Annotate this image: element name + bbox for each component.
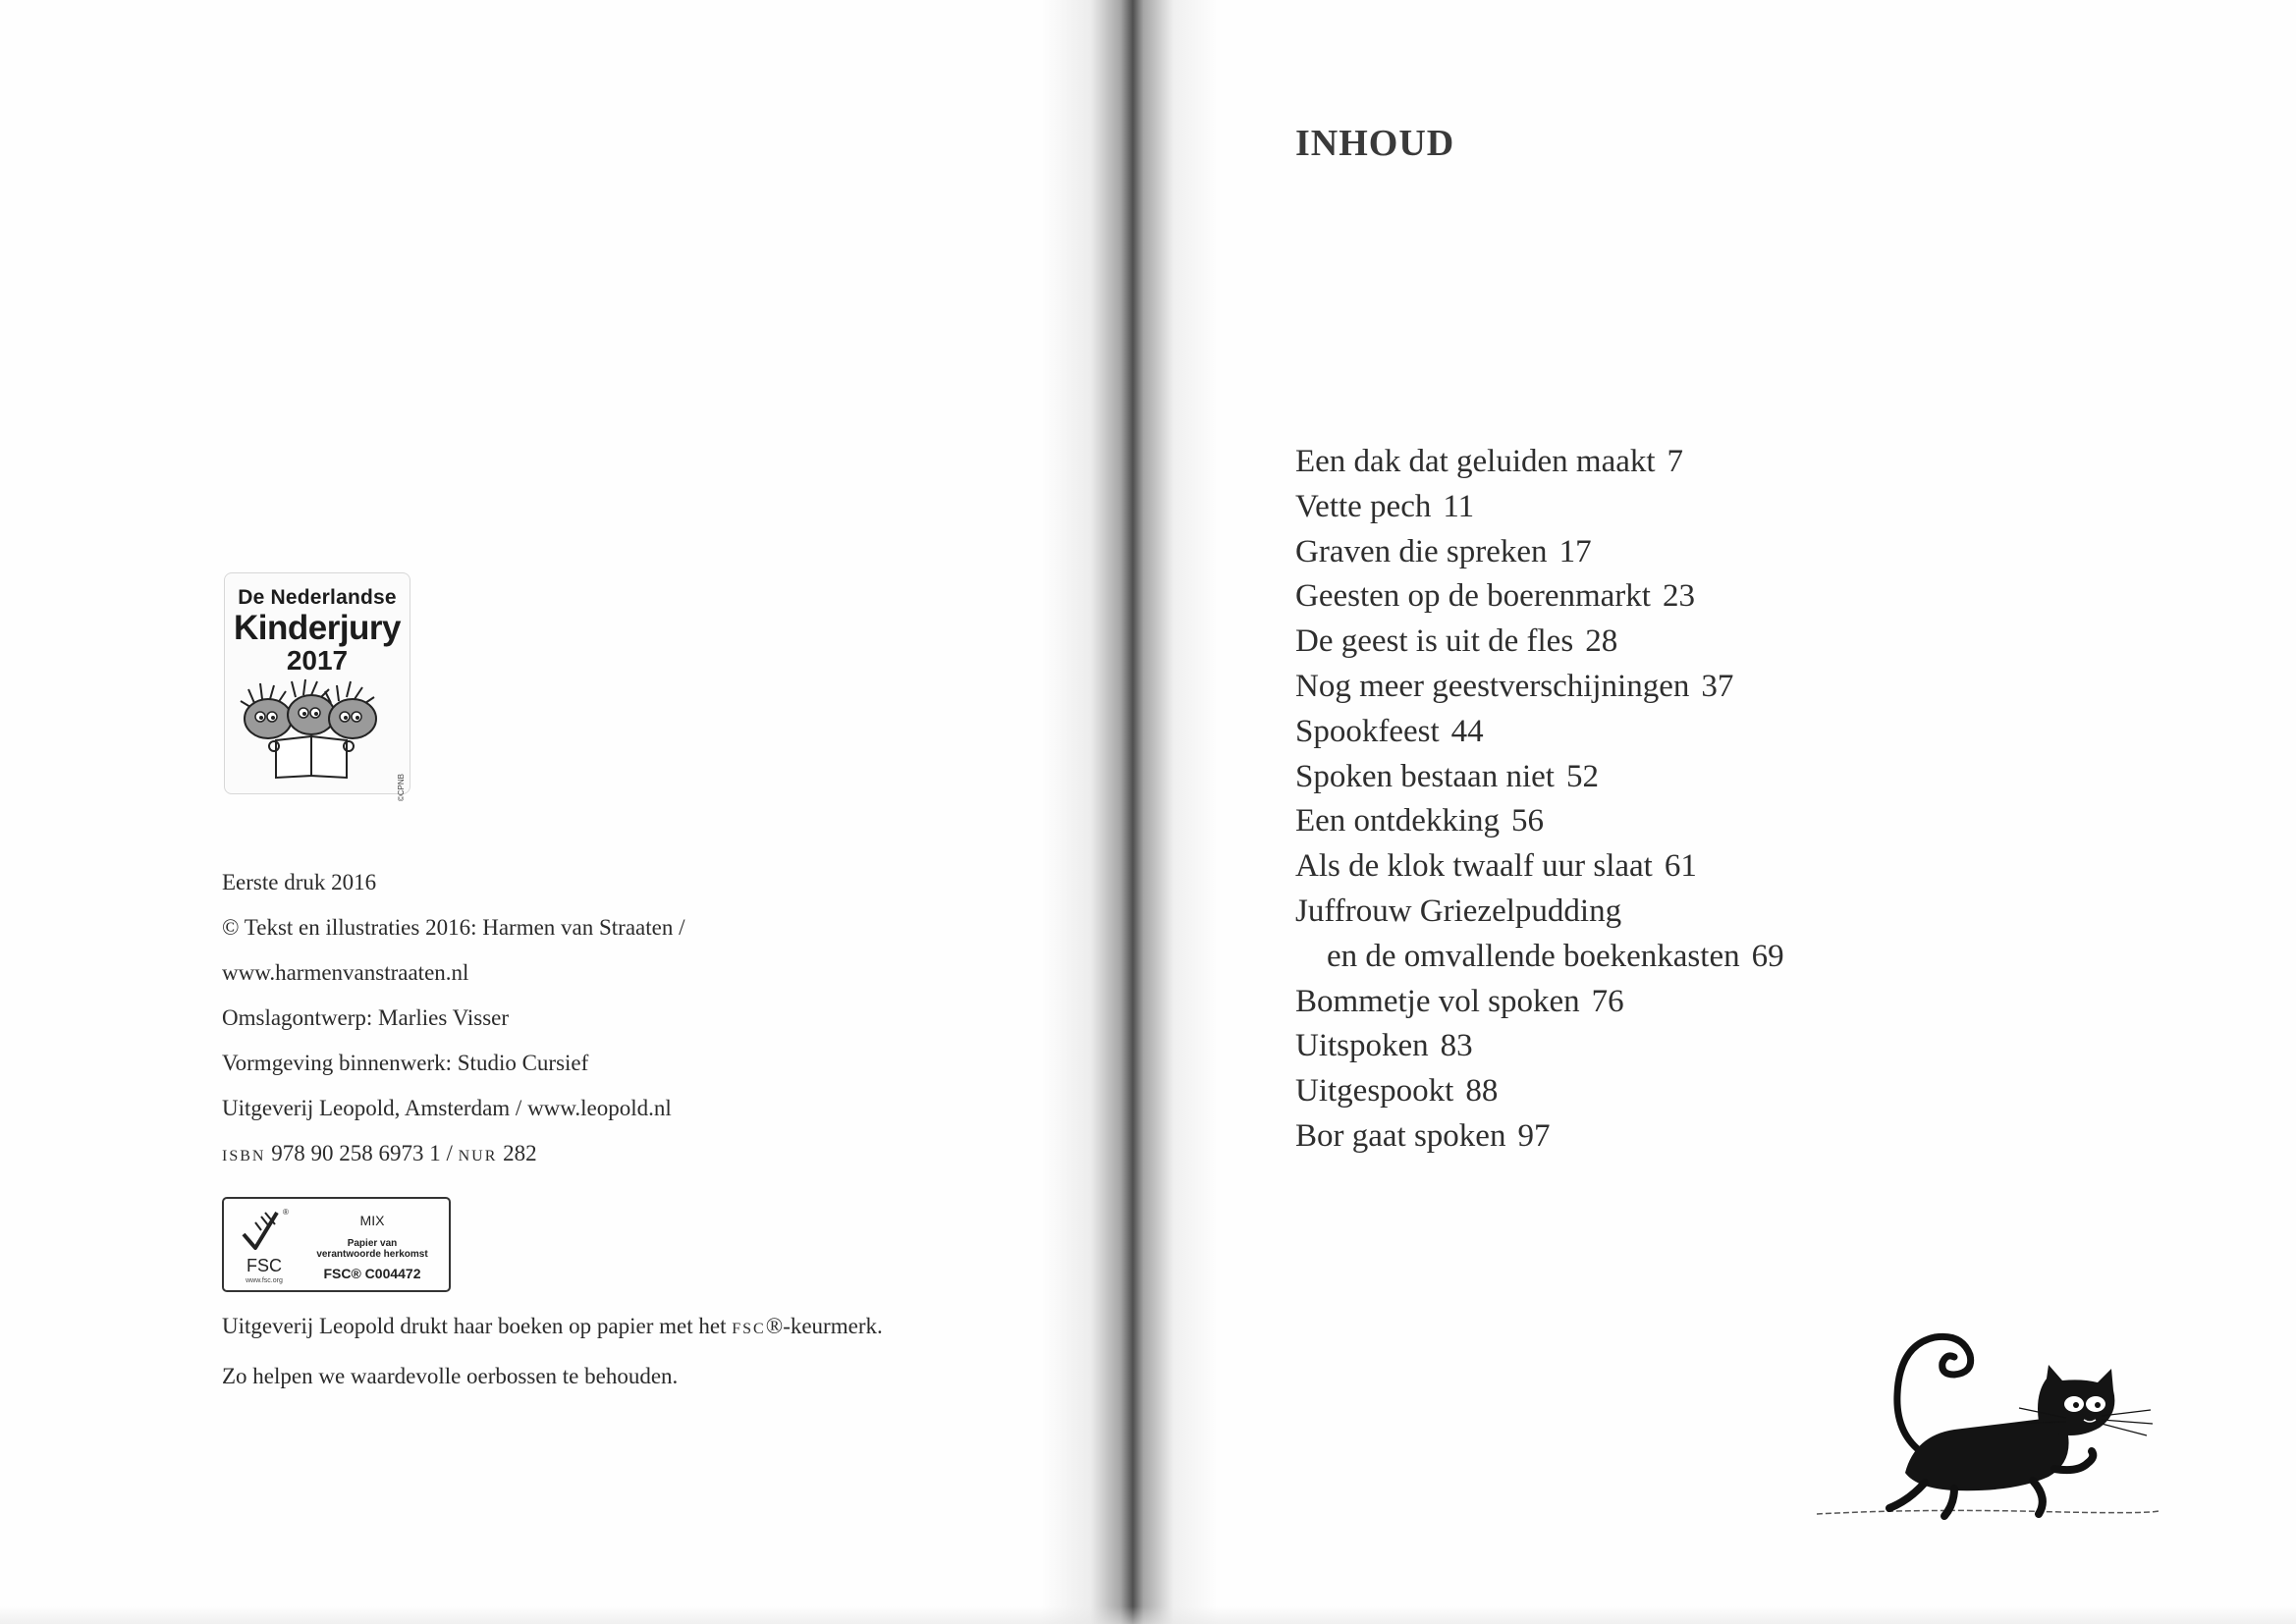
- toc-page: 97: [1517, 1117, 1551, 1154]
- toc-entry-continuation: [1295, 935, 1784, 980]
- toc-title: Spookfeest: [1295, 713, 1440, 749]
- toc-entry: [1295, 844, 1784, 890]
- toc-page: 17: [1558, 533, 1592, 569]
- fsc-logo-text: FSC: [246, 1256, 282, 1275]
- fsc-note-line-2: Zo helpen we waardevolle oerbossen te behouden.: [222, 1364, 679, 1388]
- toc-entry: [1295, 665, 1784, 710]
- toc-page: 83: [1440, 1028, 1473, 1064]
- left-page: [0, 0, 1129, 1624]
- sticker-copyright: ©CPNB: [397, 774, 406, 802]
- toc-title: en de omvallende boekenkasten: [1327, 938, 1740, 974]
- toc-page: 52: [1565, 758, 1599, 794]
- colophon-line: Uitgeverij Leopold, Amsterdam / www.leopold.nl: [222, 1096, 672, 1120]
- fsc-paper-line-1: Papier van: [347, 1238, 398, 1249]
- fsc-paper-line-2: verantwoorde herkomst: [316, 1249, 428, 1260]
- kinderjury-children-reading-icon: [233, 676, 400, 784]
- toc-title: Een dak dat geluiden maakt: [1295, 444, 1656, 479]
- fsc-note-line-1: [222, 1303, 883, 1353]
- toc-title: Vette pech: [1295, 488, 1432, 524]
- toc-entry: [1295, 1114, 1784, 1160]
- colophon-line: Omslagontwerp: Marlies Visser: [222, 1005, 510, 1030]
- toc-title: De geest is uit de fles: [1295, 623, 1574, 660]
- toc-page: 69: [1751, 938, 1784, 974]
- isbn-line: [222, 1131, 685, 1179]
- toc-entry: [1295, 440, 1784, 485]
- colophon-line: www.harmenvanstraaten.nl: [222, 960, 469, 985]
- sticker-year: 2017: [286, 645, 349, 676]
- toc-title: Uitgespookt: [1295, 1073, 1454, 1110]
- toc-page: 28: [1585, 623, 1618, 660]
- toc-entry: [1295, 890, 1784, 935]
- toc-entry: [1295, 530, 1784, 575]
- toc-page: 76: [1591, 983, 1624, 1019]
- toc-title: Juffrouw Griezelpudding: [1295, 893, 1622, 929]
- toc-page: 88: [1465, 1073, 1499, 1110]
- colophon-line: Eerste druk 2016: [222, 870, 377, 894]
- toc-entry: [1295, 485, 1784, 530]
- toc-title: Uitspoken: [1295, 1028, 1429, 1064]
- fsc-mix: MIX: [359, 1213, 385, 1228]
- nur-value: 282: [497, 1141, 537, 1165]
- fsc-code: FSC® C004472: [323, 1266, 421, 1281]
- toc-title: Bor gaat spoken: [1295, 1117, 1506, 1154]
- fsc-note-abbrev: FSC: [732, 1321, 766, 1337]
- toc-title: Als de klok twaalf uur slaat: [1295, 848, 1653, 885]
- fsc-note: [222, 1303, 883, 1400]
- toc-title: Nog meer geestverschijningen: [1295, 668, 1690, 704]
- toc-entry: [1295, 980, 1784, 1025]
- toc-page: 37: [1701, 668, 1734, 704]
- toc-entry: [1295, 1024, 1784, 1069]
- sticker-line-1: De Nederlandse: [238, 586, 397, 609]
- colophon: [222, 860, 685, 1179]
- toc-page: 23: [1662, 578, 1695, 615]
- toc-page: 44: [1450, 713, 1484, 749]
- colophon-line: Vormgeving binnenwerk: Studio Cursief: [222, 1051, 589, 1075]
- svg-text:®: ®: [283, 1208, 289, 1217]
- toc-entry: [1295, 574, 1784, 620]
- toc-title: Graven die spreken: [1295, 533, 1548, 569]
- fsc-info: [301, 1213, 444, 1281]
- fsc-tree-checkmark-icon: [234, 1205, 295, 1258]
- toc-page: 61: [1664, 848, 1697, 885]
- toc-entry: [1295, 1069, 1784, 1114]
- colophon-line: © Tekst en illustraties 2016: Harmen van Straaten /: [222, 915, 685, 940]
- kinderjury-sticker: [224, 572, 410, 802]
- toc-entry: [1295, 710, 1784, 755]
- toc-title: Een ontdekking: [1295, 803, 1501, 839]
- fsc-label: [222, 1197, 451, 1292]
- toc-page: 7: [1667, 444, 1684, 479]
- toc-heading: INHOUD: [1295, 123, 1455, 164]
- toc-entry: [1295, 755, 1784, 800]
- black-cat-illustration-icon: [1807, 1326, 2219, 1551]
- toc-entry: [1295, 799, 1784, 844]
- sticker-line-2: Kinderjury: [233, 609, 402, 647]
- toc-page: 56: [1511, 803, 1545, 839]
- page-bottom-edge: [0, 1606, 2296, 1624]
- book-gutter-shadow: [1041, 0, 1218, 1624]
- toc-title: Spoken bestaan niet: [1295, 758, 1555, 794]
- fsc-logo-url: www.fsc.org: [246, 1277, 283, 1284]
- toc-title: Bommetje vol spoken: [1295, 983, 1580, 1019]
- toc-title: Geesten op de boerenmarkt: [1295, 578, 1651, 615]
- fsc-note-post: ®-keurmerk.: [765, 1314, 883, 1338]
- table-of-contents: [1295, 440, 1784, 1160]
- nur-label: NUR: [458, 1148, 498, 1164]
- fsc-note-pre: Uitgeverij Leopold drukt haar boeken op papier met het: [222, 1314, 733, 1338]
- isbn-value: 978 90 258 6973 1 /: [265, 1141, 459, 1165]
- isbn-label: ISBN: [222, 1148, 266, 1164]
- toc-entry: [1295, 620, 1784, 665]
- toc-page: 11: [1443, 488, 1475, 524]
- fsc-logo: [234, 1205, 295, 1287]
